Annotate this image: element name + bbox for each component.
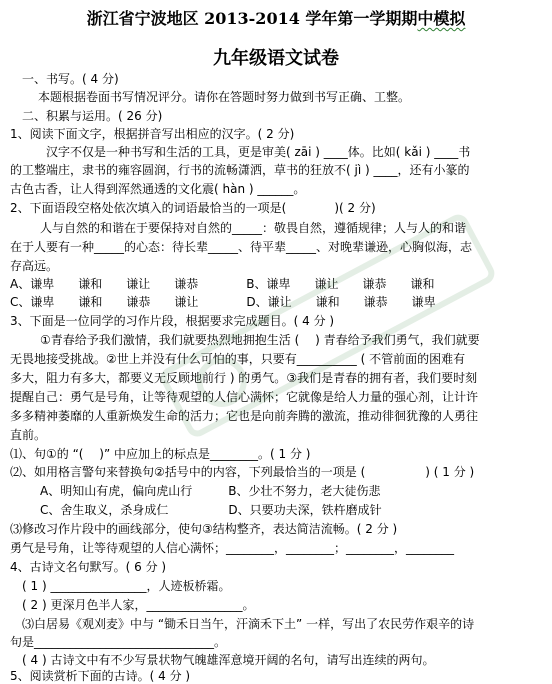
question-4-item-2: ( 2 ) 更深月色半人家，________________。 [22,598,255,612]
question-2-options-a-b: A、谦卑 谦和 谦让 谦恭 B、谦卑 谦让 谦恭 谦和 [10,277,435,291]
question-2-prompt: 2、下面语段空格处依次填入的词语最恰当的一项是( )( 2 分) [10,201,376,215]
section-2-heading: 二、积累与运用。( 26 分) [22,109,163,123]
question-4-item-3-cont: 句是______________________________。 [10,635,227,649]
section-1-heading: 一、书写。( 4 分) [22,72,119,86]
question-2-options-c-d: C、谦卑 谦和 谦恭 谦让 D、谦让 谦和 谦恭 谦卑 [10,295,436,309]
question-1-text-line-3: 古色古香，让人得到浑然通透的文化震( hàn ) ______。 [10,182,306,196]
question-3-passage-line-1: ①青春给予我们激情，我们就要热烈地拥抱生活 ( ) 青春给予我们勇气，我们就要 [40,333,480,347]
question-4-prompt: 4、古诗文名句默写。( 6 分 ) [10,560,167,574]
question-3-prompt: 3、下面是一位同学的习作片段，根据要求完成题目。( 4 分 ) [10,314,335,328]
question-5-prompt: 5、阅读赏析下面的古诗。( 4 分 ) [10,669,191,683]
question-4-item-1: ( 1 ) ________________，人迹板桥霜。 [22,579,231,593]
question-4-item-4: ( 4 ) 古诗文中有不少写景状物气魄雄浑意境开阔的名句，请写出连续的两句。 [22,653,435,667]
exam-title [0,6,552,29]
question-3-passage-line-4: 提醒自己：勇气是号角，让等待观望的人信心满怀；它就像是给人力量的强心剂，让计许 [10,390,479,404]
question-3-passage-line-5: 多多精神萎靡的人重新焕发生命的活力；它也是向前奔腾的激流，推动徘徊犹豫的人勇往 [10,409,479,423]
question-3-passage-line-3: 多大，阻力有多大，都要义无反顾地前行 ) 的勇气。③我们是青春的拥有者，我们要时刻 [10,371,478,385]
question-2-text-line-1: 人与自然的和谐在于要保持对自然的_____：敬畏自然，遵循规律；人与人的和谐 [40,221,467,235]
question-3-passage-line-2: 无畏地接受挑战。②世上并没有什么可怕的事，只要有__________ ( 不管前面的困难有 [10,352,466,366]
question-1-prompt: 1、阅读下面文字，根据拼音写出相应的汉字。( 2 分) [10,127,295,141]
question-3-sub-2-options-c-d: C、舍生取义，杀身成仁 D、只要功夫深，铁杵磨成针 [40,503,382,517]
question-1-text-line-2: 的工整端庄，隶书的雍容圆润，行书的流畅潇洒，草书的狂放不( jì ) ____，还有小篆的 [10,163,470,177]
question-3-passage-line-6: 直前。 [10,428,47,442]
question-3-sub-2: ⑵、如用格言警句来替换句②括号中的内容，下列最恰当的一项是 ( ) ( 1 分 ) [10,465,475,479]
question-1-text-line-1: 汉字不仅是一种书写和生活的工具，更是审美( zāi ) ____体。比如( kǎi ) ____书 [46,145,471,159]
exam-title-part-b: 中模拟 [417,9,466,28]
question-3-sub-2-options-a-b: A、明知山有虎，偏向虎山行 B、少壮不努力，老大徒伤悲 [40,484,381,498]
section-1-instruction: 本题根据卷面书写情况评分。请你在答题时努力做到书写正确、工整。 [38,90,411,104]
exam-title-part-a: 浙江省宁波地区 2013-2014 学年第一学期期 [86,9,418,28]
question-2-text-line-2: 在于人要有一种_____的心态：待长辈_____、待平辈_____、对晚辈谦逊，心胸似海，志 [10,240,473,254]
question-2-text-line-3: 存高远。 [10,259,59,273]
question-3-sub-1: ⑴、句①的 “( )” 中应加上的标点是________。( 1 分 ) [10,447,311,461]
exam-subtitle: 九年级语文试卷 [213,48,339,69]
question-3-sub-3-answer-line: 勇气是号角，让等待观望的人信心满怀；________，________；________，________ [10,541,455,555]
question-4-item-3: ⑶白居易《观刈麦》中与 “锄禾日当午，汗滴禾下土” 一样，写出了农民劳作艰辛的诗 [22,617,475,631]
question-3-sub-3: ⑶修改习作片段中的画线部分，使句③结构整齐，表达简洁流畅。( 2 分 ) [10,522,398,536]
